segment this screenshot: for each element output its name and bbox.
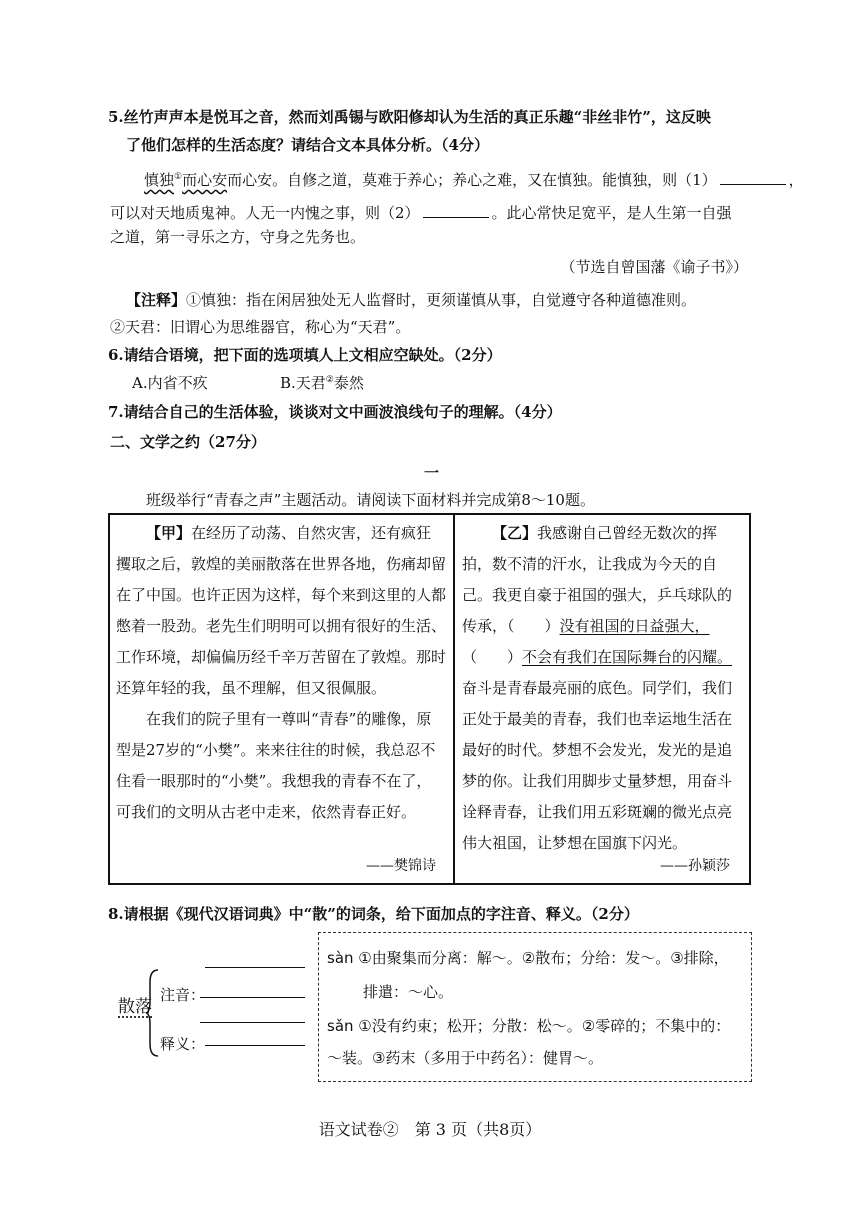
passage-line2 bbox=[110, 202, 732, 223]
yi-text1: 我感谢自己曾经无数次的挥拍，数不清的汗水，让我成为今天的自己。我更自豪于祖国的强大，乒乓球队的传承， bbox=[462, 524, 733, 635]
dictionary-entry-box bbox=[318, 932, 752, 1082]
dict-san3-line1 bbox=[327, 1015, 730, 1036]
passage-line1-text: 而心安。自修之道，莫难于养心；养心之难，又在慎独。能慎独，则（1） bbox=[227, 171, 717, 189]
blank-2[interactable] bbox=[423, 203, 489, 218]
yi-text2: 奋斗是青春最亮丽的底色。同学们，我们正处于最美的青春，我们也幸运地生活在最好的时代。梦想不会发光，发光的是追梦的你。让我们用脚步丈量梦想，用奋斗诠释青春，让我们用五彩斑斓的微光点亮伟大祖国，让梦想在国旗下闪光。 bbox=[462, 679, 733, 852]
passage-line1 bbox=[144, 169, 804, 190]
q6-option-a: A.内省不疚 bbox=[132, 374, 208, 392]
q6-option-b-post: 泰然 bbox=[333, 374, 364, 392]
dict-san3-def1: ①没有约束；松开；分散：松～。②零碎的；不集中的： bbox=[358, 1017, 731, 1035]
answer-line-3[interactable] bbox=[200, 1022, 305, 1023]
dict-san4-pinyin: sàn bbox=[327, 949, 354, 967]
note-line1 bbox=[126, 289, 696, 310]
passage-line2-text: 可以对天地质鬼神。人无一内愧之事，则（2） bbox=[110, 204, 420, 222]
q8-pinyin-label: 注音： bbox=[160, 986, 206, 1004]
section2-subnum: 一 bbox=[424, 464, 440, 482]
material-jia bbox=[116, 518, 446, 828]
q5-line2: 了他们怎样的生活态度？请结合文本具体分析。（4分） bbox=[126, 136, 489, 154]
dict-san4-def1: ①由聚集而分离：解～。②散布；分给：发～。③排除， bbox=[358, 949, 729, 967]
passage-line3: 之道，第一寻乐之方，守身之先务也。 bbox=[110, 228, 366, 246]
blank-1[interactable] bbox=[720, 170, 786, 185]
answer-line-2[interactable] bbox=[200, 997, 305, 998]
q6-text: 6.请结合语境，把下面的选项填人上文相应空缺处。（2分） bbox=[108, 346, 502, 364]
passage-term: 慎独 bbox=[144, 171, 175, 189]
q5-line1: 5.丝竹声声本是悦耳之音，然而刘禹锡与欧阳修却认为生活的真正乐趣“非丝非竹”，这反映 bbox=[108, 108, 711, 126]
yi-underline2: 不会有我们在国际舞台的闪耀。 bbox=[522, 648, 733, 666]
page-footer: 语文试卷② 第 3 页（共8页） bbox=[318, 1120, 542, 1139]
jia-label: 【甲】 bbox=[146, 524, 192, 542]
yi-paren2[interactable]: （ ） bbox=[462, 648, 523, 666]
yi-author: ——孙颖莎 bbox=[660, 858, 730, 874]
q6-option-b bbox=[280, 372, 364, 393]
section2-intro: 班级举行“青春之声”主题活动。请阅读下面材料并完成第8～10题。 bbox=[146, 491, 595, 509]
passage-line2-end: 。此心常快足宽平，是人生第一自强 bbox=[491, 204, 732, 222]
dict-san3-pinyin: sǎn bbox=[327, 1017, 354, 1035]
passage-source: （节选自曾国藩《谕子书》） bbox=[560, 258, 748, 276]
q6-option-b-pre: B.天君 bbox=[280, 374, 326, 392]
yi-label: 【乙】 bbox=[492, 524, 538, 542]
passage-wavy-tail: 而心安 bbox=[182, 171, 228, 189]
column-divider bbox=[453, 513, 455, 885]
q7-text: 7.请结合自己的生活体验，谈谈对文中画波浪线句子的理解。（4分） bbox=[108, 403, 562, 421]
q6-option-b-sup: ② bbox=[325, 375, 334, 385]
jia-text2: 在我们的院子里有一尊叫“青春”的雕像，原型是27岁的“小樊”。来来往往的时候，我总忍不住看一眼那时的“小樊”。我想我的青春不在了，可我们的文明从古老中走来，依然青春正好。 bbox=[116, 710, 436, 821]
q8-meaning-label: 释义： bbox=[160, 1035, 206, 1053]
note-line2: ②天君：旧谓心为思维器官，称心为“天君”。 bbox=[110, 318, 411, 336]
passage-line1-end: ， bbox=[788, 171, 804, 189]
section2-title: 二、文学之约（27分） bbox=[110, 433, 266, 451]
q8-word-text: 散落 bbox=[118, 997, 152, 1017]
yi-paren1[interactable]: （ ） bbox=[507, 617, 560, 635]
answer-line-4[interactable] bbox=[205, 1045, 305, 1046]
dict-san4-line2: 排遣：～心。 bbox=[363, 983, 454, 1001]
dict-san4-line1 bbox=[327, 947, 729, 968]
passage-term-note: ① bbox=[174, 172, 183, 182]
dict-san3-line2: ～装。③药末（多用于中药名）：健胃～。 bbox=[327, 1049, 603, 1067]
brace-icon bbox=[146, 968, 160, 1058]
material-yi bbox=[462, 518, 746, 859]
answer-line-1[interactable] bbox=[205, 967, 305, 968]
yi-underline1: 没有祖国的日益强大， bbox=[559, 617, 710, 635]
note-label: 【注释】 bbox=[126, 291, 187, 309]
jia-author: ——樊锦诗 bbox=[366, 858, 436, 874]
note-text1: ①慎独：指在闲居独处无人监督时，更须谨慎从事，自觉遵守各种道德准则。 bbox=[186, 291, 697, 309]
q8-text: 8.请根据《现代汉语词典》中“散”的词条，给下面加点的字注音、释义。（2分） bbox=[108, 905, 639, 923]
jia-text1: 在经历了动荡、自然灾害，还有疯狂攫取之后，敦煌的美丽散落在世界各地，伤痛却留在了中国。也许正因为这样，每个来到这里的人都憋着一股劲。老先生们明明可以拥有很好的生活、工作环境，却偏偏历经千辛万苦留在了敦煌。那时还算年轻的我，虽不理解，但又很佩服。 bbox=[116, 524, 447, 697]
